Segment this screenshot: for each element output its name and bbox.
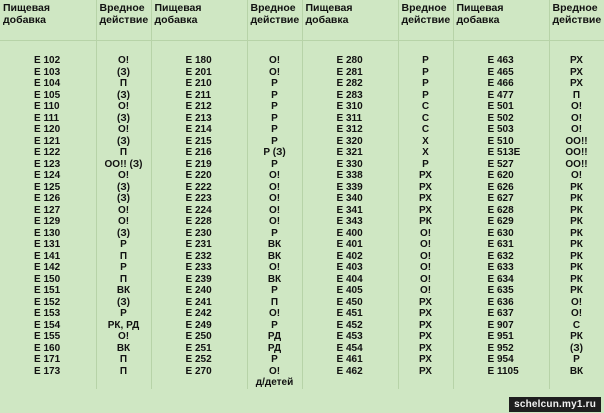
additive-code: E 404 [336, 273, 363, 285]
additive-code: E 1105 [487, 365, 519, 377]
harm-marker: О! [570, 296, 583, 308]
additive-code: E 465 [487, 66, 514, 78]
harm-marker: РХ [570, 78, 583, 89]
harm-marker: О! [268, 308, 281, 319]
additive-code: E 634 [487, 273, 514, 285]
additive-code: E 110 [34, 101, 60, 112]
harm-marker: РД [267, 342, 282, 354]
harm-marker: О! [117, 124, 130, 135]
header-harm-4: Вредное действие [549, 0, 604, 41]
harm-marker: Р [271, 78, 278, 89]
harm-marker: П [572, 89, 581, 101]
harm-marker: (З) [117, 193, 130, 204]
header-additive-2: Пищевая добавка [151, 0, 247, 41]
harm-marker: О! [268, 193, 281, 204]
additive-code: E 403 [336, 262, 363, 273]
harm-marker: О! [117, 55, 130, 66]
additive-code: E 513E [487, 147, 521, 158]
header-row [0, 0, 604, 41]
additive-code: E 173 [34, 365, 61, 377]
harm-marker: О! [117, 170, 130, 181]
harm-marker: Р [271, 124, 278, 135]
additive-code: E 401 [336, 239, 363, 250]
codes-column-3 [302, 41, 398, 389]
harms-column-4 [549, 41, 604, 389]
header-harm-1: Вредное действие [96, 0, 151, 41]
additive-code: E 502 [487, 112, 514, 124]
additive-code: E 626 [487, 181, 514, 193]
harm-marker: РК [570, 331, 583, 342]
additive-code: E 627 [487, 193, 514, 204]
harm-marker: С [421, 101, 430, 112]
harm-marker: О! [268, 66, 281, 78]
harm-marker: РК [570, 227, 583, 239]
additive-code: E 228 [185, 216, 212, 227]
harm-marker: (З) [117, 112, 130, 124]
harm-marker: Р [120, 262, 127, 273]
additive-code: E 281 [336, 66, 363, 78]
additive-code: E 153 [34, 308, 61, 319]
additive-code: E 239 [185, 273, 212, 285]
additive-code: E 240 [185, 285, 212, 296]
harm-marker: О! [117, 101, 130, 112]
harm-marker: О! [570, 112, 583, 124]
additive-code: E 201 [185, 66, 212, 78]
harm-marker: Р [120, 308, 127, 319]
additive-code: E 214 [185, 124, 212, 135]
additive-code: E 312 [336, 124, 363, 135]
harm-marker: (З) [117, 135, 130, 147]
harm-marker: П [119, 250, 128, 262]
harm-marker: Р [271, 319, 278, 331]
additive-code: E 219 [185, 158, 212, 170]
harm-marker: О! [268, 262, 281, 273]
additive-code: E 283 [336, 89, 363, 101]
additive-code: E 233 [185, 262, 212, 273]
additive-code: E 251 [185, 342, 212, 354]
harm-marker: П [119, 78, 128, 89]
additive-code: E 402 [336, 250, 363, 262]
codes-column-4 [453, 41, 549, 389]
harm-marker: (З) [570, 342, 583, 354]
harm-marker: РК [570, 285, 583, 296]
additive-code: E 155 [34, 331, 61, 342]
harm-marker: Р [271, 101, 278, 112]
additive-code: E 527 [487, 158, 514, 170]
additive-code: E 213 [185, 112, 212, 124]
additive-code: E 212 [185, 101, 212, 112]
harm-marker: РХ [419, 365, 432, 377]
header-additive-4: Пищевая добавка [453, 0, 549, 41]
harm-marker: О! [570, 170, 583, 181]
additive-code: E 232 [185, 250, 212, 262]
harm-marker: О! [268, 55, 281, 66]
additive-code: E 320 [336, 135, 363, 147]
additive-code: E 104 [34, 78, 61, 89]
additive-code: E 224 [185, 204, 212, 216]
additive-code: E 151 [34, 285, 61, 296]
harm-marker: Р [271, 89, 278, 101]
additive-code: E 270 [185, 365, 212, 377]
additive-code: E 629 [487, 216, 514, 227]
harm-marker: РК [570, 250, 583, 262]
harm-marker: Х [422, 135, 429, 147]
harm-marker: РХ [419, 170, 432, 181]
harm-marker: РК [570, 273, 583, 285]
additive-code: E 450 [336, 296, 363, 308]
additive-code: E 954 [487, 354, 514, 365]
harm-marker: Р [422, 55, 429, 66]
harm-marker: О! [419, 227, 432, 239]
additive-code: E 241 [185, 296, 212, 308]
harm-marker: РХ [570, 66, 583, 78]
harm-marker: ВК [267, 239, 282, 250]
additive-code: E 126 [34, 193, 61, 204]
additive-code: E 220 [185, 170, 212, 181]
harm-marker: О! [268, 170, 281, 181]
additive-code: E 130 [34, 227, 61, 239]
harm-marker: ОО!! [565, 147, 588, 158]
harm-marker: Р (З) [263, 147, 286, 158]
additive-code: E 216 [185, 147, 212, 158]
harm-marker: С [421, 112, 430, 124]
harm-marker: П [119, 273, 128, 285]
additive-code: E 510 [487, 135, 514, 147]
harm-marker: РХ [419, 193, 432, 204]
additive-code: E 180 [185, 55, 212, 66]
additive-code: E 215 [185, 135, 212, 147]
harm-marker: РХ [419, 354, 432, 365]
additive-code: E 343 [336, 216, 363, 227]
additive-code: E 152 [34, 296, 61, 308]
harm-marker: Р [422, 158, 429, 170]
additive-code: E 635 [487, 285, 514, 296]
harm-marker: О! [570, 101, 583, 112]
additive-code: E 637 [487, 308, 514, 319]
additive-code: E 160 [34, 342, 61, 354]
header-additive-3: Пищевая добавка [302, 0, 398, 41]
harm-marker: О! [570, 124, 583, 135]
additive-code: E 223 [185, 193, 212, 204]
additive-code: E 230 [185, 227, 212, 239]
additive-code: E 501 [487, 101, 514, 112]
harm-marker: РХ [419, 308, 432, 319]
additive-code: E 453 [336, 331, 363, 342]
harm-marker: О! [268, 216, 281, 227]
additive-code: E 124 [34, 170, 61, 181]
additive-code: E 250 [185, 331, 212, 342]
additive-code: E 103 [34, 66, 61, 78]
additive-code: E 951 [487, 331, 514, 342]
additive-code: E 454 [336, 342, 363, 354]
harm-marker: РК [570, 239, 583, 250]
harm-marker: РХ [419, 331, 432, 342]
harm-marker: ВК [116, 285, 131, 296]
harm-marker: ВК [569, 365, 584, 377]
harm-marker: С [572, 319, 581, 331]
harm-marker: РК, РД [107, 319, 140, 331]
additive-code: E 340 [336, 193, 363, 204]
additive-code: E 121 [34, 135, 61, 147]
additive-code: E 154 [34, 319, 61, 331]
additive-code: E 282 [336, 78, 363, 89]
harm-marker: ОО!! [565, 158, 588, 170]
codes-column-2 [151, 41, 247, 389]
harm-marker: О! [268, 204, 281, 216]
harm-marker: РК [570, 262, 583, 273]
additive-code: E 339 [336, 181, 363, 193]
additive-code: E 310 [336, 101, 363, 112]
harms-column-2 [247, 41, 302, 389]
harm-marker: РХ [419, 181, 432, 193]
harm-marker: РХ [570, 55, 583, 66]
additive-code: E 341 [336, 204, 363, 216]
harm-marker: Р [422, 89, 429, 101]
harm-marker: (З) [117, 227, 130, 239]
additive-code: E 633 [487, 262, 514, 273]
additive-code: E 222 [185, 181, 212, 193]
additive-code: E 311 [336, 112, 363, 124]
harm-marker: О! [117, 331, 130, 342]
additive-code: E 463 [487, 55, 514, 66]
additive-code: E 907 [487, 319, 514, 331]
harm-marker: (З) [117, 89, 130, 101]
harms-column-3 [398, 41, 453, 389]
harm-marker: ВК [267, 250, 282, 262]
harm-marker: О! [419, 239, 432, 250]
header-additive-1: Пищевая добавка [0, 0, 96, 41]
additive-code: E 150 [34, 273, 61, 285]
additive-code: E 249 [185, 319, 212, 331]
additive-code: E 141 [34, 250, 61, 262]
additive-code: E 280 [336, 55, 363, 66]
harm-marker: Р [120, 239, 127, 250]
additive-code: E 477 [487, 89, 514, 101]
harm-marker: О! [419, 250, 432, 262]
harm-marker: Р [573, 354, 580, 365]
additive-code: E 105 [34, 89, 61, 101]
harm-marker: ОО!! (З) [104, 158, 143, 170]
additive-code: E 102 [34, 55, 61, 66]
additive-code: E 231 [185, 239, 212, 250]
additive-code: E 620 [487, 170, 514, 181]
additive-code: E 127 [34, 204, 61, 216]
harm-marker: Р [271, 112, 278, 124]
additive-code: E 131 [34, 239, 61, 250]
additive-code: E 628 [487, 204, 514, 216]
harm-marker: Р [422, 78, 429, 89]
additive-code: E 636 [487, 296, 514, 308]
harm-marker: Р [271, 285, 278, 296]
harm-marker: Р [271, 135, 278, 147]
harm-marker: Р [271, 158, 278, 170]
harm-marker: О! [570, 308, 583, 319]
harm-marker: (З) [117, 181, 130, 193]
additive-code: E 631 [487, 239, 514, 250]
harm-marker: Р [271, 227, 278, 239]
additive-code: E 120 [34, 124, 61, 135]
additive-code: E 452 [336, 319, 363, 331]
additive-code: E 462 [336, 365, 363, 377]
harm-marker: О! [268, 181, 281, 193]
additive-code: E 405 [336, 285, 363, 296]
additive-code: E 330 [336, 158, 363, 170]
harm-marker: РХ [419, 296, 432, 308]
additive-code: E 111 [34, 112, 60, 124]
harm-marker: П [119, 365, 128, 377]
additive-code: E 400 [336, 227, 363, 239]
data-row [0, 41, 604, 389]
harm-marker: (З) [117, 66, 130, 78]
additive-code: E 461 [336, 354, 363, 365]
harm-marker: П [119, 147, 128, 158]
additive-code: E 171 [34, 354, 61, 365]
harm-marker: (З) [117, 296, 130, 308]
additive-code: E 466 [487, 78, 514, 89]
additive-code: E 630 [487, 227, 514, 239]
harm-marker: О! [419, 262, 432, 273]
harm-marker: П [270, 296, 279, 308]
site-watermark: schelcun.my1.ru [509, 397, 601, 412]
harm-marker: РХ [419, 204, 432, 216]
harm-marker: О! [117, 216, 130, 227]
harm-marker: О! [419, 285, 432, 296]
harm-marker: РХ [419, 319, 432, 331]
harm-marker: С [421, 124, 430, 135]
additive-code: E 142 [34, 262, 61, 273]
header-harm-3: Вредное действие [398, 0, 453, 41]
additive-code: E 210 [185, 78, 212, 89]
additive-code: E 451 [336, 308, 363, 319]
additive-code: E 125 [34, 181, 61, 193]
additive-code: E 122 [34, 147, 61, 158]
harm-marker: О! [268, 365, 281, 377]
harm-marker: О! [117, 204, 130, 216]
harm-marker: РК [570, 181, 583, 193]
additive-code: E 129 [34, 216, 61, 227]
harm-marker: РХ [419, 342, 432, 354]
additive-code: E 338 [336, 170, 363, 181]
additive-code: E 211 [185, 89, 212, 101]
harm-marker: РК [570, 216, 583, 227]
additive-code: E 952 [487, 342, 514, 354]
additive-code: E 242 [185, 308, 212, 319]
harms-column-1 [96, 41, 151, 389]
additive-code: E 632 [487, 250, 514, 262]
harm-marker: Р [271, 354, 278, 365]
additive-code: E 503 [487, 124, 514, 135]
harm-marker: П [119, 354, 128, 365]
harm-marker: РК [570, 193, 583, 204]
harm-marker: О! [419, 273, 432, 285]
harm-marker: РК [419, 216, 432, 227]
harm-marker: Р [422, 66, 429, 78]
harm-marker: ВК [116, 342, 131, 354]
harm-marker: ОО!! [565, 135, 588, 147]
codes-column-1 [0, 41, 96, 389]
harm-marker: Х [422, 147, 429, 158]
harm-marker: ВК [267, 273, 282, 285]
harm-marker: РК [570, 204, 583, 216]
header-harm-2: Вредное действие [247, 0, 302, 41]
additive-code: E 321 [336, 147, 363, 158]
children-note: д/детей [255, 377, 294, 388]
additive-code: E 123 [34, 158, 61, 170]
additive-code: E 252 [185, 354, 212, 365]
harm-marker: РД [267, 331, 282, 342]
